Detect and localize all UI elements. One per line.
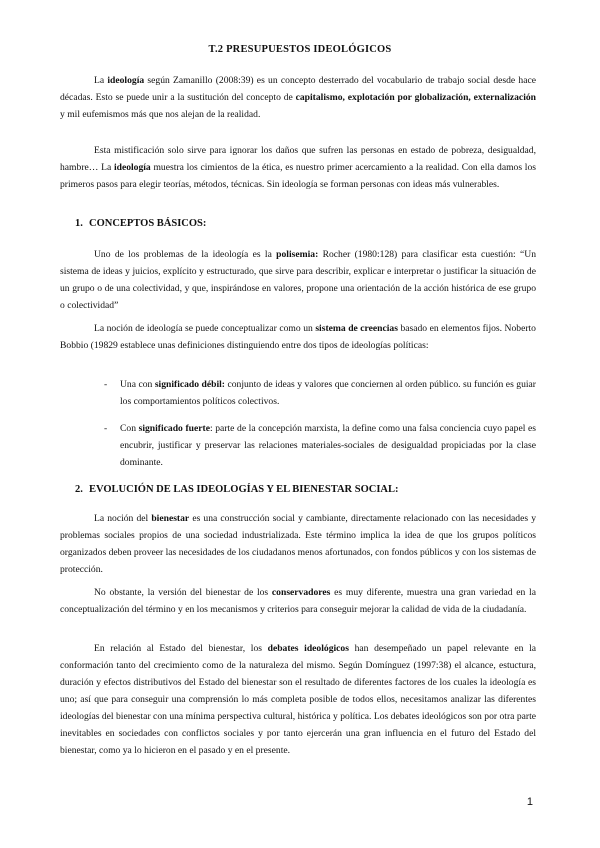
intro-paragraph-1: La ideología según Zamanillo (2008:39) es un concepto desterrado del vocabulario de trabajo social desde hace décadas. Esto se puede unir a la sustitución del concepto de capitalismo, explotación por globalización, externalización y mil eufemismos más que nos alejan de la realidad.	[60, 75, 536, 120]
section-1-paragraph-2: La noción de ideología se puede conceptualizar como un sistema de creencias basado en elementos fijos. Noberto Bobbio (19829 establece unas definiciones distinguiendo entre dos tipos de ideologías políticas:	[60, 323, 536, 351]
document-page: T.2 PRESUPUESTOS IDEOLÓGICOS La ideología según Zamanillo (2008:39) es un concepto desterrado del vocabulario de trabajo social desde hace décadas. Esto se puede unir a la sustitución del concepto de capitalismo, explotación por globalización, externalización y mil eufemismos más que nos alejan de la realidad. Esta mistificación solo sirve para ignorar los daños que sufren las personas en estado de pobreza, desigualdad, hambre… La ideología muestra los cimientos de la ética, es nuestro primer acercamiento a la realidad. Con ella damos los primeros pasos para elegir teorías, métodos, técnicas. Sin ideología se forman personas con ideas más vulnerables. 1. CONCEPTOS BÁSICOS: Uno de los problemas de la ideología es la polisemia: Rocher (1980:128) para clasificar esta cuestión: “Un sistema de ideas y juicios, explícito y estructurado, que sirve para describir, explicar e interpretar o justificar la situación de un grupo o de una colectividad, y que, inspirándose en valores, propone una orientación de la acción histórica de ese grupo o colectividad” La noción de ideología se puede conceptualizar como un sistema de creencias basado en elementos fijos. Noberto Bobbio (19829 establece unas definiciones distinguiendo entre dos tipos de ideologías políticas: - Una con significado débil: conjunto de ideas y valores que conciernen al orden público. su función es guiar los comportamientos políticos colectivos. - Con significado fuerte: parte de la concepción marxista, la define como una falsa conciencia cuyo papel es encubrir, justificar y preservar las relaciones materiales-sociales de desigualdad propiciadas por la clase dominante. 2. EVOLUCIÓN DE LAS IDEOLOGÍAS Y EL BIENESTAR SOCIAL: La noción del bienestar es una construcción social y cambiante, directamente relacionado con las necesidades y problemas sociales propios de una sociedad industrializada. Este término implica la idea de que los grupos políticos organizados deben proveer las necesidades de los ciudadanos menos afortunados, con fondos públicos y con los sistemas de protección. No obstante, la versión del bienestar de los conservadores es muy diferente, muestra una gran variedad en la conceptualización del término y en los mecanismos y criterios para conseguir mejorar la calidad de vida de la ciudadanía. En relación al Estado del bienestar, los debates ideológicos han desempeñado un papel relevante en la conformación tanto del crecimiento como de la naturaleza del mismo. Según Domínguez (1997:38) el alcance, estuctura, duración y efectos distributivos del Estado del bienestar son el resultado de diferentes factores de los cuales la ideología es uno; así que para conseguir una comprensión lo más completa posible de todos ellos, necesitamos analizar las diferentes ideologías del bienestar con una mínima perspectiva cultural, histórica y política. Los debates ideológicos son por otra parte inevitables en sociedades con conflictos sociales y por tanto ejercerán una gran influencia en el futuro del Estado del bienestar, como ya lo hicieron en el pasado y en el presente. 1	[0, 0, 600, 848]
list-item: - Con significado fuerte: parte de la concepción marxista, la define como una falsa conciencia cuyo papel es encubrir, justificar y preservar las relaciones materiales-sociales de desigualdad propiciadas por la clase dominante.	[104, 423, 536, 468]
section-2-paragraph-3: En relación al Estado del bienestar, los debates ideológicos han desempeñado un papel relevante en la conformación tanto del crecimiento como de la naturaleza del mismo. Según Domínguez (1997:38) el alcance, estuctura, duración y efectos distributivos del Estado del bienestar son el resultado de diferentes factores de los cuales la ideología es uno; así que para conseguir una comprensión lo más completa posible de todos ellos, necesitamos analizar las diferentes ideologías del bienestar con una mínima perspectiva cultural, histórica y política. Los debates ideológicos son por otra parte inevitables en sociedades con conflictos sociales y por tanto ejercerán una gran influencia en el futuro del Estado del bienestar, como ya lo hicieron en el pasado y en el presente.	[60, 643, 536, 756]
section-2-paragraph-2: No obstante, la versión del bienestar de los conservadores es muy diferente, muestra una gran variedad en la conceptualización del término y en los mecanismos y criterios para conseguir mejorar la calidad de vida de la ciudadanía.	[60, 587, 536, 615]
document-title: T.2 PRESUPUESTOS IDEOLÓGICOS	[208, 44, 392, 55]
intro-paragraph-2: Esta mistificación solo sirve para ignorar los daños que sufren las personas en estado de pobreza, desigualdad, hambre… La ideología muestra los cimientos de la ética, es nuestro primer acercamiento a la realidad. Con ella damos los primeros pasos para elegir teorías, métodos, técnicas. Sin ideología se forman personas con ideas más vulnerables.	[60, 145, 537, 190]
list-item: - Una con significado débil: conjunto de ideas y valores que conciernen al orden público. su función es guiar los comportamientos políticos colectivos.	[104, 379, 536, 407]
section-1-paragraph-1: Uno de los problemas de la ideología es la polisemia: Rocher (1980:128) para clasificar esta cuestión: “Un sistema de ideas y juicios, explícito y estructurado, que sirve para describir, explicar e interpretar o justificar la situación de un grupo o de una colectividad, y que, inspirándose en valores, propone una orientación de la acción histórica de ese grupo o colectividad”	[60, 249, 536, 311]
section-2-paragraph-1: La noción del bienestar es una construcción social y cambiante, directamente relacionado con las necesidades y problemas sociales propios de una sociedad industrializada. Este término implica la idea de que los grupos políticos organizados deben proveer las necesidades de los ciudadanos menos afortunados, con fondos públicos y con los sistemas de protección.	[60, 513, 536, 575]
page-number: 1	[526, 796, 533, 808]
